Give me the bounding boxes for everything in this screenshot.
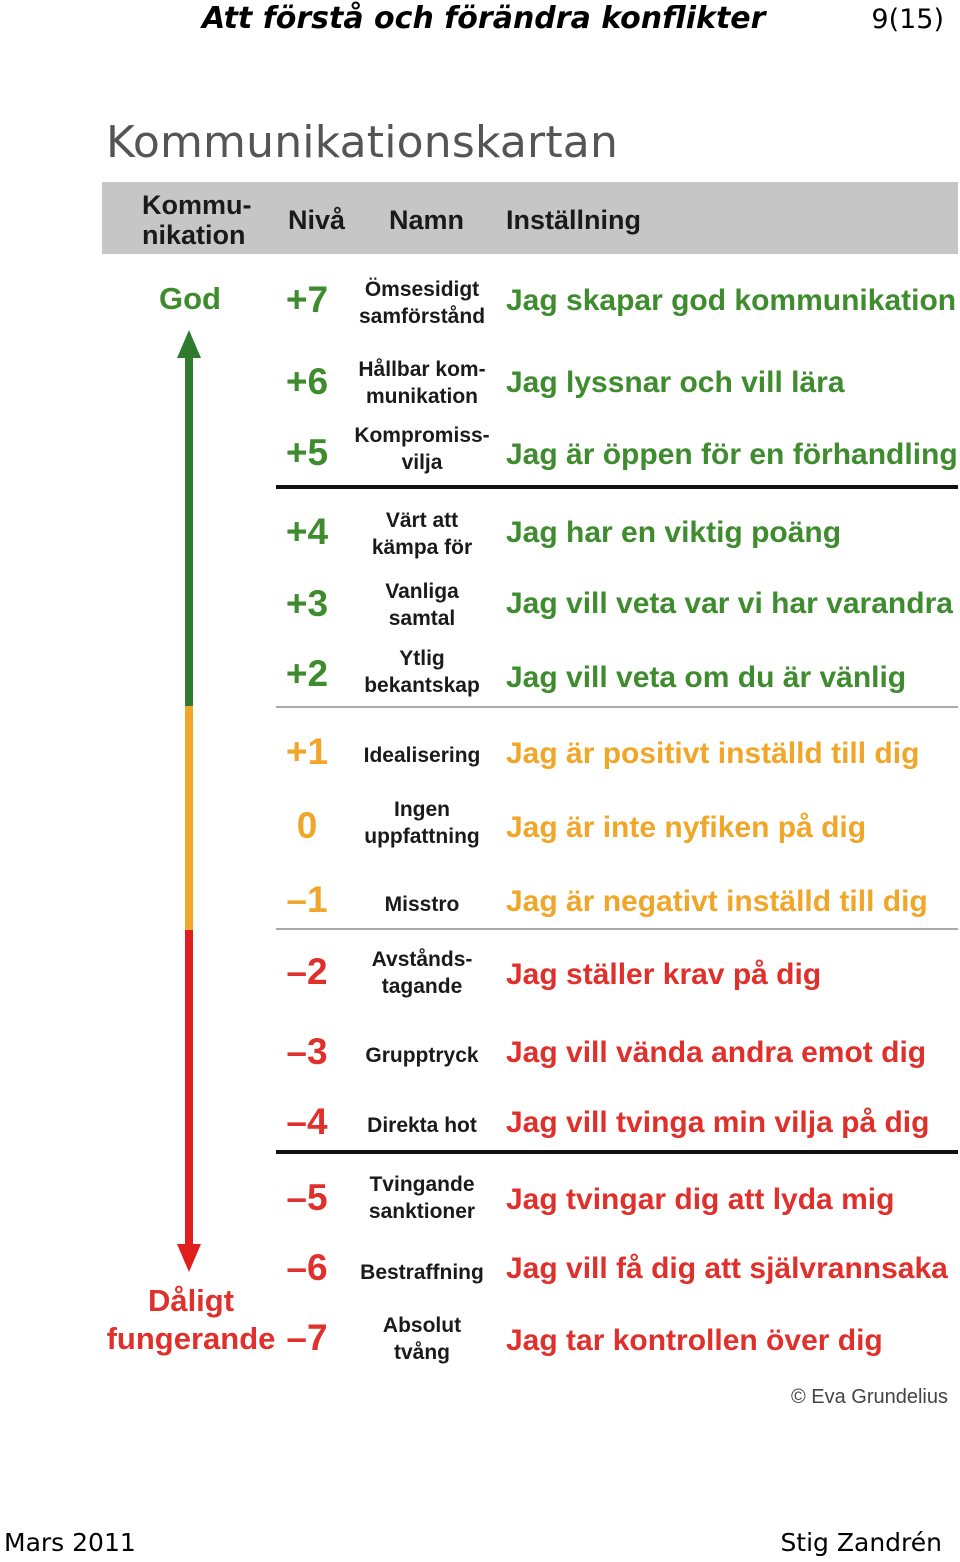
level-value: –5 — [286, 1177, 328, 1218]
footer-author: Stig Zandrén — [780, 1528, 942, 1557]
level-name: Avstånds- tagande — [371, 948, 473, 998]
level-attitude: Jag ställer krav på dig — [506, 958, 822, 991]
arrow-up-icon — [177, 330, 201, 358]
level-value: –7 — [286, 1317, 328, 1358]
level-value: +5 — [285, 432, 329, 473]
copyright-notice: © Eva Grundelius — [790, 1386, 948, 1408]
level-value: –6 — [286, 1247, 328, 1288]
level-value: +4 — [285, 511, 329, 552]
level-value: +1 — [285, 731, 329, 772]
column-header-kommunikation: Kommu- nikation — [142, 190, 252, 250]
level-name: Ingen uppfattning — [364, 798, 480, 848]
level-value: –3 — [286, 1031, 328, 1072]
level-attitude: Jag är öppen för en förhandling — [506, 438, 958, 471]
level-attitude: Jag har en viktig poäng — [506, 516, 842, 549]
divider-thick — [276, 1150, 958, 1154]
footer-date: Mars 2011 — [4, 1528, 136, 1557]
column-header-installning: Inställning — [506, 205, 641, 235]
page-number: 9(15) — [871, 4, 944, 35]
document-title: Att förstå och förändra konflikter — [202, 1, 766, 36]
level-name: Hållbar kom- munikation — [358, 358, 486, 408]
level-name: Kompromiss- vilja — [354, 424, 490, 474]
level-name: Misstro — [384, 893, 460, 916]
level-name: Grupptryck — [365, 1044, 479, 1067]
level-name: Idealisering — [363, 744, 481, 767]
level-attitude: Jag är inte nyfiken på dig — [506, 811, 867, 844]
level-value: –4 — [286, 1101, 328, 1142]
level-name: Bestraffning — [360, 1261, 484, 1284]
level-name: Ömsesidigt samförstånd — [358, 278, 486, 328]
level-value: +7 — [285, 279, 329, 320]
level-attitude: Jag tvingar dig att lyda mig — [506, 1183, 895, 1216]
axis-label-bad: Dåligt fungerande — [106, 1283, 276, 1356]
level-name: Ytlig bekantskap — [364, 647, 480, 697]
level-value: –2 — [286, 951, 328, 992]
divider-thick — [276, 485, 958, 489]
axis-label-good: God — [159, 281, 221, 316]
level-attitude: Jag vill få dig att självrannsaka — [506, 1252, 948, 1285]
arrow-segment-orange — [185, 706, 193, 930]
level-attitude: Jag vill vända andra emot dig — [506, 1036, 927, 1069]
arrow-down-icon — [177, 1244, 201, 1272]
level-attitude: Jag vill tvinga min vilja på dig — [506, 1106, 930, 1139]
level-name: Direkta hot — [367, 1114, 477, 1137]
level-attitude: Jag skapar god kommunikation — [506, 284, 957, 317]
level-attitude: Jag vill veta om du är vänlig — [506, 661, 907, 694]
level-attitude: Jag vill veta var vi har varandra — [506, 587, 953, 620]
level-attitude: Jag lyssnar och vill lära — [506, 366, 845, 399]
column-header-namn: Namn — [389, 205, 465, 235]
arrow-segment-green — [185, 355, 193, 706]
level-attitude: Jag tar kontrollen över dig — [506, 1324, 883, 1357]
level-value: +6 — [285, 361, 329, 402]
level-value: 0 — [296, 805, 318, 846]
divider-thin — [276, 706, 958, 708]
divider-thin — [276, 928, 958, 930]
level-attitude: Jag är negativt inställd till dig — [506, 885, 928, 918]
figure-title: Kommunikationskartan — [106, 117, 619, 168]
level-name: Tvingande sanktioner — [368, 1173, 476, 1223]
arrow-segment-red — [185, 930, 193, 1248]
column-header-niva: Nivå — [288, 205, 346, 235]
level-value: +2 — [285, 653, 329, 694]
level-value: –1 — [286, 879, 328, 920]
level-value: +3 — [285, 583, 329, 624]
level-name: Absolut tvång — [382, 1314, 462, 1364]
level-attitude: Jag är positivt inställd till dig — [506, 737, 920, 770]
level-name: Värt att kämpa för — [371, 509, 473, 559]
level-name: Vanliga samtal — [385, 580, 459, 630]
